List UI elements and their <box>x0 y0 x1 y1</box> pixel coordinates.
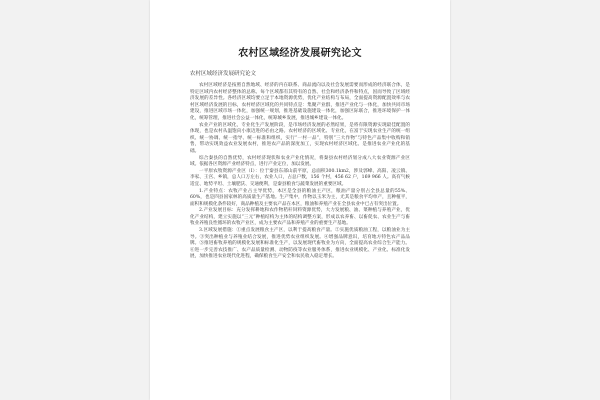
body-paragraph: 1.产业特点：农牧产业占主导优势，本区是全县的粮油主产区，粮油产量分别占全县总量的55%、60%，也是四县国家林的高质量生产基地。生产集中，作物以玉米为主，尤其是粮食平均单产，且种植平，面积和规模化条件较好，商品种植及主要农产品在本区，粮油和养殖产业在全县农业中已占有突出位置。 <box>190 188 410 207</box>
document-page <box>150 0 450 400</box>
body-paragraph: 农业产业的区域化，专业化生产发展阶段，是市场经济发展的必然结果，是将有限资源实现最佳配置的体现，也是农村从温饱向小康迈进的必由之路。农村经济的区域化、专业化，在富于实现农业生产的统一组织、统一协调、统一指导、统一标准和组织，实行“一村一品”，特别“三大作物”与特色产品集中收购和销售，带动实现效益农业发展农村，推进农产品的深度加工，实现农村经济区域化。是推进农业产业化的基础。 <box>190 122 410 154</box>
document-subtitle: 农村区域经济发展研究论文 <box>190 71 257 77</box>
document-body <box>190 83 410 261</box>
body-paragraph: 一平原农牧资源产业区（Ⅰ）：位于秦县东部山前平原，总面积300.1km2，涉及郭峰、高阳、凌云镇、李家、王宫、乡镇，总人口万左右，农业人口，占总户数，156 个村，456 62 户，169 966 人。高有气候适宜、地势平坦、土壤肥沃、交通便利，是秦县粮食与蔬菜发展的重要区域。 <box>190 168 410 187</box>
body-paragraph: 2.产业发展目标：充分发挥耕地和农作物秸秆饲料资源优势，大力发展粮、油、菜种植与养殖产业，优化产业结构，建立实施以“三元”种植结构为主体的结构调整方案，形成以农养畜、以畜促农、农业生产与畜牧业养殖良性循环的农牧产业区，成为主要农产品和养殖产业的重要生产基地。 <box>190 208 410 227</box>
body-paragraph: 综合秦县的自然优势，农村经济现状和农业产业化情况，将秦县农村经济划分成八大农业资源产业区域。依据各区资源产业经济特点，进行产业定位，加以发展。 <box>190 155 410 168</box>
body-paragraph: 农村区域经济是按照自然地域、经济的内在联系、商品流向以及社会发展需要而形成的经济联合体，是特定区域内农村经济整体的总称。每个区域都有其特有的自然、社会和经济条件和特点，因而导致了区域经济发展的差异性。各经济区域均要立足于本地资源优势，优化产业结构与布局，全面提高资源配置效率与农村区域经济发展的目标，农村经济区域化的共同特点是：集聚产业群，推进产业化与一体化，加快共同市场建设，推进区域市场一体化，加强统一规划，推进基础设施建设一体化，加强区际联合，推进环境保护一体化，统筹管理，推进社会公益一体化，统筹城乡发展，推进城乡建设一体化。 <box>190 83 410 121</box>
page-title: 农村区域经济发展研究论文 <box>238 48 362 59</box>
body-paragraph: 3.区域发展措施：①重点发展粮食主产区，以利于提高粮食产量。②实施优质粮油工程，以粮油业为主导。③突出种植业与养殖业结合发展，推进优势农业组织发展。④增强品牌意识，培育地方特色农产品品牌。⑤推进畜牧养殖的规模化发展和标准化生产，以发展现代畜牧业为方向，全面提高农业综合生产能力。⑥进一步完善农技推广、农产品质量检测、动物防疫等农业服务体系，推进农业规模化、产业化、标准化发展，加快推进农业现代化进程，确保粮食生产安全和农民收入稳定增长。 <box>190 228 410 260</box>
